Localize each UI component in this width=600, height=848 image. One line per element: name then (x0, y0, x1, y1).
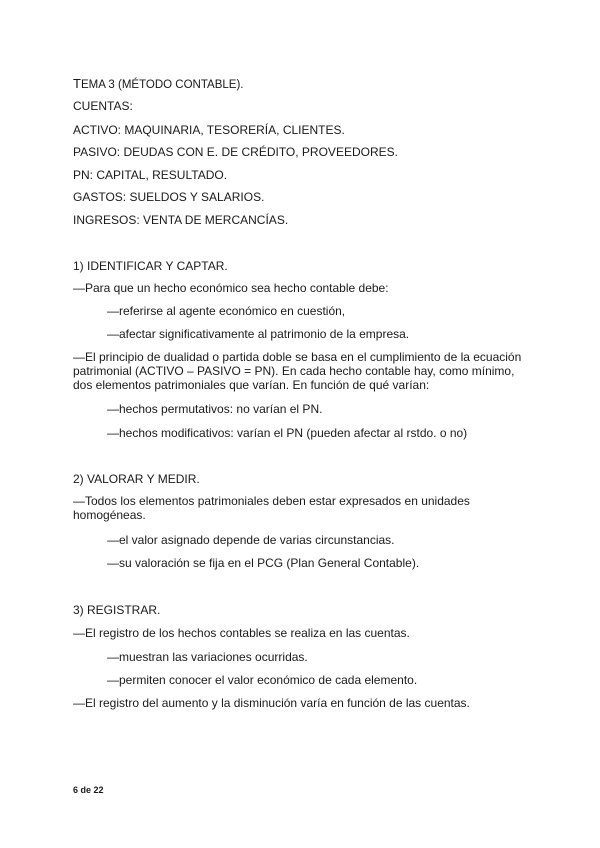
section-3-heading: 3) REGISTRAR. (73, 603, 161, 617)
page-number: 6 de 22 (73, 785, 104, 795)
section-2-list-item: —el valor asignado depende de varias circunstancias. (107, 533, 395, 547)
title-initial: T (73, 76, 81, 91)
title-text: EMA 3 (MÉTODO CONTABLE). (80, 79, 244, 91)
page-title (73, 76, 243, 93)
cuentas-heading: CUENTAS: (73, 99, 133, 113)
section-1-list-item: —hechos modificativos: varían el PN (pueden afectar al rstdo. o no) (107, 426, 468, 440)
section-1-paragraph: —Para que un hecho económico sea hecho contable debe: (73, 281, 389, 295)
account-gastos: GASTOS: SUELDOS Y SALARIOS. (73, 190, 265, 204)
section-2-heading: 2) VALORAR Y MEDIR. (73, 472, 200, 486)
section-1-list-item: —afectar significativamente al patrimonio de la empresa. (107, 327, 410, 341)
account-activo: ACTIVO: MAQUINARIA, TESORERÍA, CLIENTES. (73, 123, 345, 137)
section-3-paragraph: —El registro del aumento y la disminución varía en función de las cuentas. (73, 696, 470, 710)
section-1-list-item: —referirse al agente económico en cuestión, (107, 304, 346, 318)
section-3-list-item: —permiten conocer el valor económico de cada elemento. (107, 673, 418, 687)
section-1-paragraph: —El principio de dualidad o partida doble se basa en el cumplimiento de la ecuación patrimonial (ACTIVO – PASIVO = PN). En cada hecho contable hay, como mínimo, dos elementos patrimoniales que varían. En función de qué varían: (73, 350, 522, 392)
account-ingresos: INGRESOS: VENTA DE MERCANCÍAS. (73, 213, 289, 227)
section-1-list-item: —hechos permutativos: no varían el PN. (107, 402, 323, 416)
account-pn: PN: CAPITAL, RESULTADO. (73, 168, 228, 182)
section-1-heading: 1) IDENTIFICAR Y CAPTAR. (73, 259, 228, 273)
account-pasivo: PASIVO: DEUDAS CON E. DE CRÉDITO, PROVEEDORES. (73, 145, 398, 159)
section-3-paragraph: —El registro de los hechos contables se realiza en las cuentas. (73, 626, 410, 640)
section-3-list-item: —muestran las variaciones ocurridas. (107, 650, 308, 664)
section-2-list-item: —su valoración se fija en el PCG (Plan General Contable). (107, 556, 420, 570)
section-2-paragraph: —Todos los elementos patrimoniales deben estar expresados en unidades homogéneas. (73, 494, 470, 522)
